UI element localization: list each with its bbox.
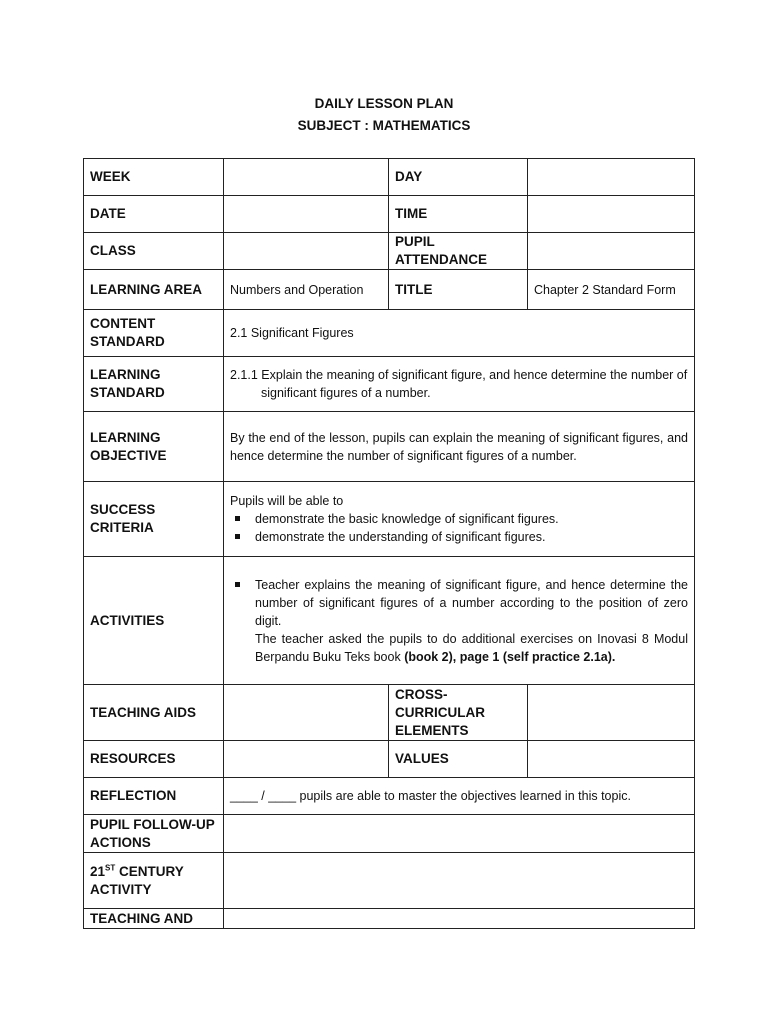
- learning-area-label: LEARNING AREA: [84, 270, 224, 310]
- activities-cell[interactable]: [224, 557, 695, 685]
- class-label: CLASS: [84, 233, 224, 270]
- date-label: DATE: [84, 196, 224, 233]
- activities-continuation-bold: (book 2), page 1 (self practice 2.1a).: [404, 649, 616, 664]
- success-criteria-label: SUCCESS CRITERIA: [84, 482, 224, 557]
- class-value[interactable]: [224, 233, 389, 270]
- activities-continuation-text: The teacher asked the pupils to do additional exercises on Inovasi 8 Modul Berpandu Buku Teks book: [255, 631, 688, 664]
- cross-curricular-label: CROSS-CURRICULAR ELEMENTS: [389, 685, 528, 741]
- learning-standard-label: LEARNING STANDARD: [84, 357, 224, 412]
- table-row: [84, 815, 695, 853]
- learning-area-value[interactable]: Numbers and Operation: [224, 270, 389, 310]
- century-label-suffix: CENTURY ACTIVITY: [90, 863, 184, 897]
- table-row: [84, 159, 695, 196]
- values-value[interactable]: [528, 741, 695, 778]
- learning-standard-value: 2.1.1 Explain the meaning of significant figure, and hence determine the number of significant figures of a number.: [230, 368, 688, 400]
- activities-label: ACTIVITIES: [84, 557, 224, 685]
- content-standard-label: CONTENT STANDARD: [84, 310, 224, 357]
- learning-standard-cell[interactable]: [224, 357, 695, 412]
- table-row: [84, 196, 695, 233]
- list-item: demonstrate the understanding of significant figures.: [230, 528, 688, 546]
- table-row: [84, 270, 695, 310]
- week-value[interactable]: [224, 159, 389, 196]
- table-row: [84, 778, 695, 815]
- activities-continuation: [230, 630, 688, 666]
- list-item: Teacher explains the meaning of significant figure, and hence determine the number of significant figures of a number according to the position of zero digit.: [230, 576, 688, 630]
- table-row: [84, 357, 695, 412]
- teaching-aids-value[interactable]: [224, 685, 389, 741]
- table-row: [84, 685, 695, 741]
- success-criteria-list: [230, 510, 688, 546]
- learning-objective-label: LEARNING OBJECTIVE: [84, 412, 224, 482]
- day-value[interactable]: [528, 159, 695, 196]
- reflection-label: REFLECTION: [84, 778, 224, 815]
- success-criteria-cell[interactable]: [224, 482, 695, 557]
- success-criteria-intro: Pupils will be able to: [230, 494, 344, 508]
- follow-up-label: PUPIL FOLLOW-UP ACTIONS: [84, 815, 224, 853]
- reflection-value[interactable]: ____ / ____ pupils are able to master the objectives learned in this topic.: [224, 778, 695, 815]
- teaching-and-value[interactable]: [224, 909, 695, 929]
- content-standard-value[interactable]: 2.1 Significant Figures: [224, 310, 695, 357]
- follow-up-value[interactable]: [224, 815, 695, 853]
- week-label: WEEK: [84, 159, 224, 196]
- document-header: [0, 93, 768, 137]
- document-title: DAILY LESSON PLAN: [314, 96, 454, 111]
- day-label: DAY: [389, 159, 528, 196]
- table-row: [84, 310, 695, 357]
- activities-list: [230, 576, 688, 630]
- list-item: demonstrate the basic knowledge of significant figures.: [230, 510, 688, 528]
- century-label-prefix: 21: [90, 863, 106, 879]
- values-label: VALUES: [389, 741, 528, 778]
- century-activity-label: [84, 853, 224, 909]
- table-row: [84, 482, 695, 557]
- table-row: [84, 741, 695, 778]
- title-label: TITLE: [389, 270, 528, 310]
- century-label-sup: ST: [105, 863, 116, 872]
- cross-curricular-value[interactable]: [528, 685, 695, 741]
- pupil-attendance-value[interactable]: [528, 233, 695, 270]
- table-row: [84, 557, 695, 685]
- century-activity-value[interactable]: [224, 853, 695, 909]
- title-value[interactable]: Chapter 2 Standard Form: [528, 270, 695, 310]
- teaching-and-label: TEACHING AND: [84, 909, 224, 929]
- time-value[interactable]: [528, 196, 695, 233]
- resources-value[interactable]: [224, 741, 389, 778]
- time-label: TIME: [389, 196, 528, 233]
- date-value[interactable]: [224, 196, 389, 233]
- table-row: [84, 412, 695, 482]
- table-row: [84, 233, 695, 270]
- table-row: [84, 853, 695, 909]
- table-row: [84, 909, 695, 929]
- resources-label: RESOURCES: [84, 741, 224, 778]
- document-subject: SUBJECT : MATHEMATICS: [297, 118, 471, 133]
- lesson-plan-table: [83, 158, 695, 929]
- pupil-attendance-label: PUPIL ATTENDANCE: [389, 233, 528, 270]
- learning-objective-value[interactable]: By the end of the lesson, pupils can explain the meaning of significant figures, and hence determine the number of significant figures of a number.: [224, 412, 695, 482]
- teaching-aids-label: TEACHING AIDS: [84, 685, 224, 741]
